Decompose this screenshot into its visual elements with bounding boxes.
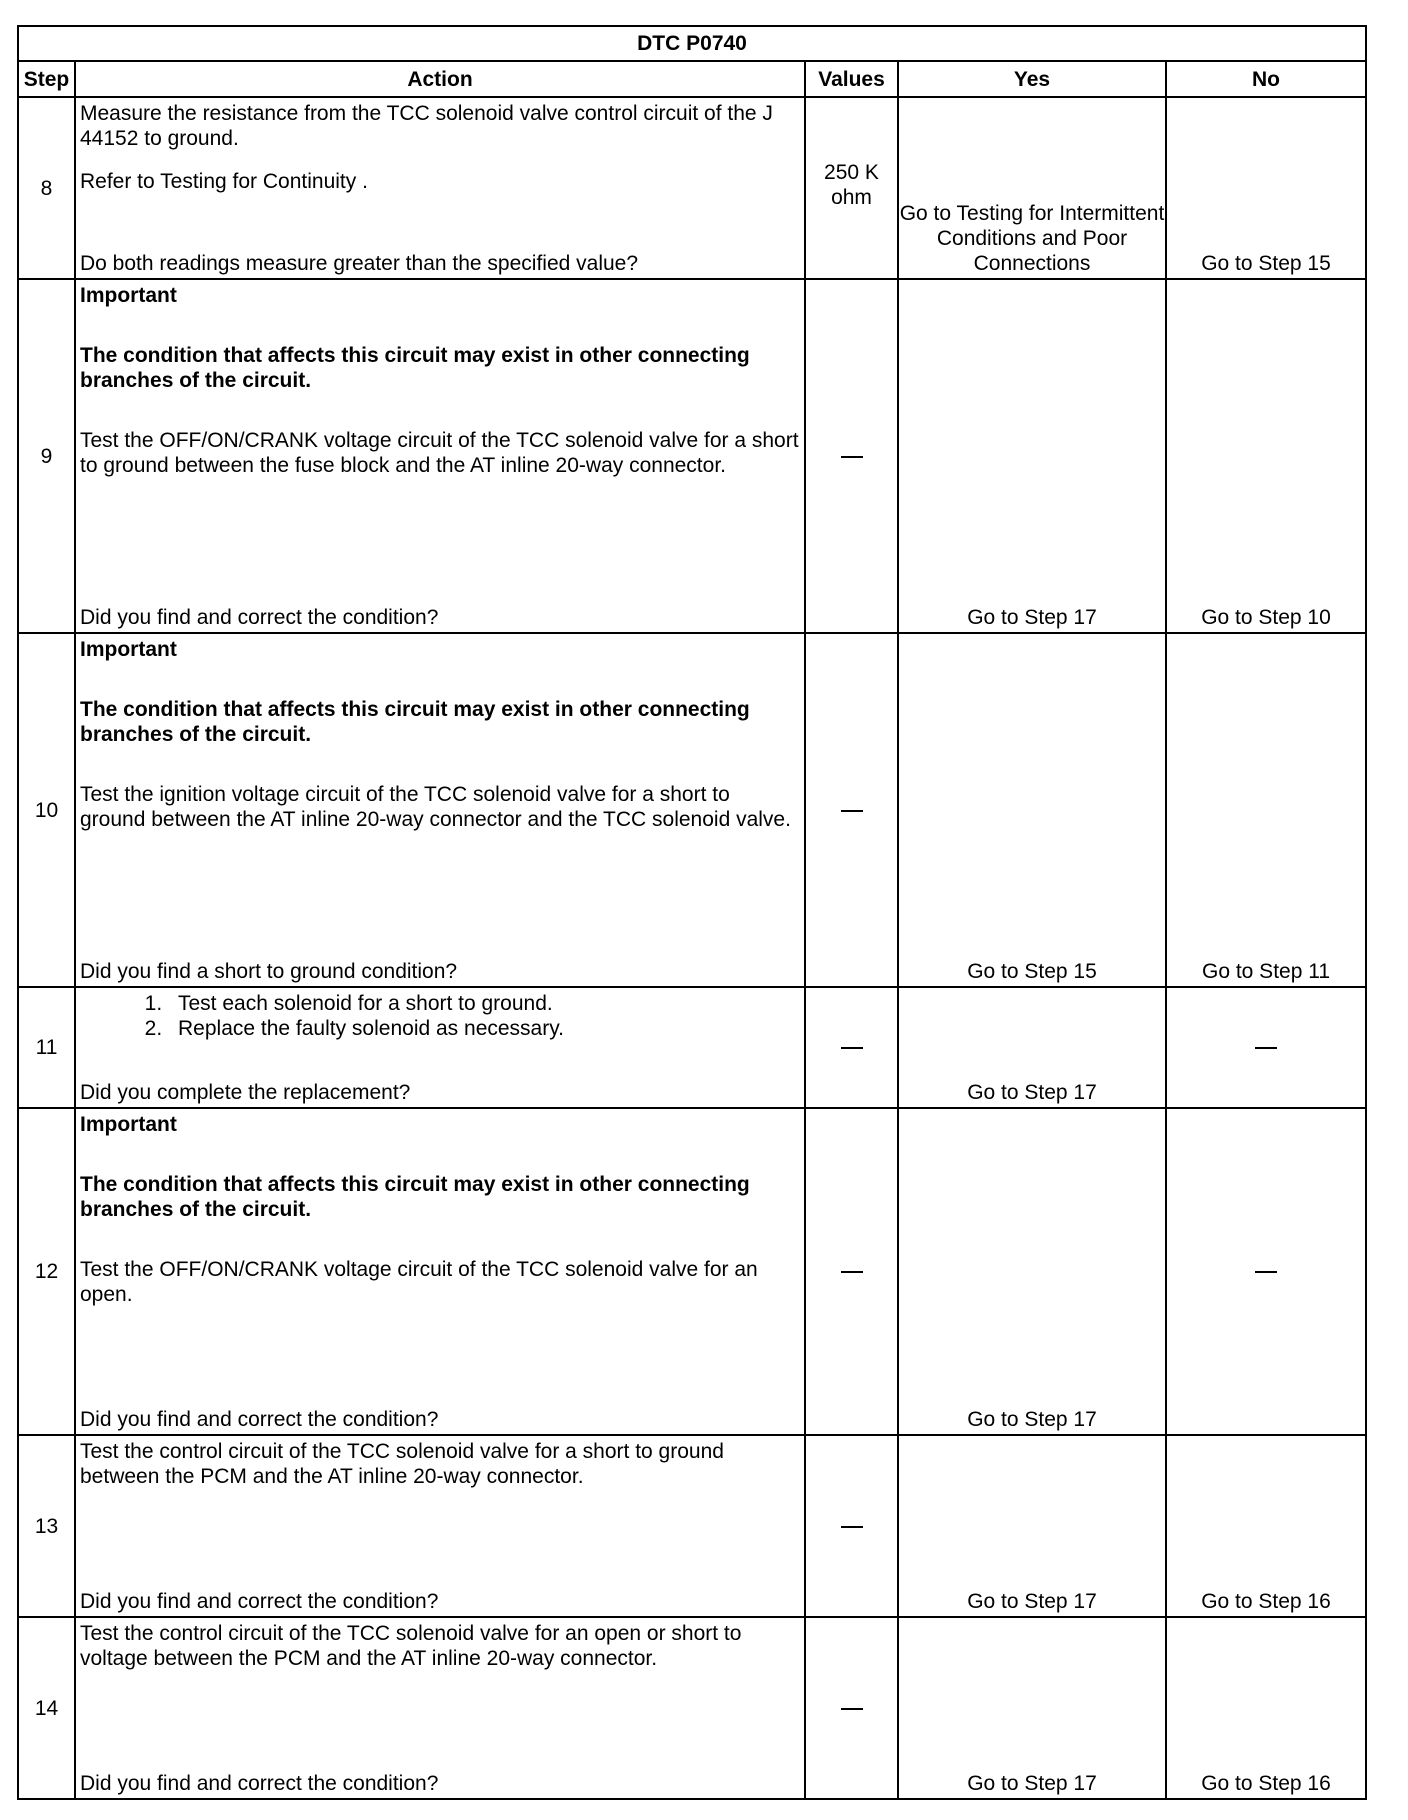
step-number: 11 [18, 987, 75, 1108]
action-cell [75, 97, 805, 279]
yes-cell: Go to Step 17 [898, 1617, 1166, 1799]
dtc-table [17, 25, 1367, 1800]
action-cell [75, 1108, 805, 1435]
list-item: 2. Replace the faulty solenoid as necessary. [168, 1016, 800, 1041]
action-question: Did you complete the replacement? [80, 1081, 411, 1104]
action-reference: Refer to Testing for Continuity . [80, 170, 368, 193]
important-label: Important [80, 284, 177, 307]
action-cell [75, 987, 805, 1108]
step-number: 10 [18, 633, 75, 987]
step-number: 14 [18, 1617, 75, 1799]
yes-cell: Go to Step 17 [898, 1435, 1166, 1617]
dash-icon [841, 810, 863, 812]
no-cell: Go to Step 10 [1166, 279, 1366, 633]
yes-cell: Go to Step 17 [898, 279, 1166, 633]
dash-icon [841, 1047, 863, 1049]
value-cell [805, 279, 898, 633]
table-row [18, 279, 1366, 633]
action-cell [75, 1617, 805, 1799]
dash-icon [841, 1271, 863, 1273]
action-text: Test the control circuit of the TCC solenoid valve for a short to ground between the PCM and the AT inline 20-way connector. [80, 1440, 724, 1488]
value-cell [805, 987, 898, 1108]
no-cell [1166, 987, 1366, 1108]
no-cell: Go to Step 16 [1166, 1617, 1366, 1799]
header-action: Action [75, 61, 805, 97]
no-cell: Go to Step 16 [1166, 1435, 1366, 1617]
value-cell [805, 1108, 898, 1435]
action-text: Measure the resistance from the TCC solenoid valve control circuit of the J 44152 to ground. [80, 102, 773, 150]
action-list [80, 991, 800, 1041]
header-yes: Yes [898, 61, 1166, 97]
yes-cell: Go to Testing for Intermittent Conditions and Poor Connections [898, 97, 1166, 279]
value-cell [805, 1617, 898, 1799]
important-note: The condition that affects this circuit may exist in other connecting branches of the circuit. [80, 344, 750, 392]
value-cell [805, 633, 898, 987]
step-number: 13 [18, 1435, 75, 1617]
dash-icon [841, 456, 863, 458]
header-step: Step [18, 61, 75, 97]
action-text: Test the OFF/ON/CRANK voltage circuit of the TCC solenoid valve for an open. [80, 1258, 758, 1306]
dash-icon [1255, 1271, 1277, 1273]
action-question: Did you find and correct the condition? [80, 1408, 439, 1431]
list-item: 1. Test each solenoid for a short to ground. [168, 991, 800, 1016]
header-values: Values [805, 61, 898, 97]
step-number: 8 [18, 97, 75, 279]
action-cell [75, 633, 805, 987]
no-cell: Go to Step 15 [1166, 97, 1366, 279]
important-label: Important [80, 638, 177, 661]
no-cell [1166, 1108, 1366, 1435]
header-no: No [1166, 61, 1366, 97]
action-cell [75, 279, 805, 633]
action-question: Did you find a short to ground condition? [80, 960, 458, 983]
table-row [18, 1108, 1366, 1435]
yes-cell: Go to Step 17 [898, 987, 1166, 1108]
action-cell [75, 1435, 805, 1617]
table-row [18, 1617, 1366, 1799]
action-question: Did you find and correct the condition? [80, 606, 439, 629]
dash-icon [841, 1708, 863, 1710]
value-cell: 250 K ohm [805, 97, 898, 279]
action-question: Did you find and correct the condition? [80, 1772, 439, 1795]
table-row [18, 97, 1366, 279]
action-text: Test the OFF/ON/CRANK voltage circuit of the TCC solenoid valve for a short to ground between the fuse block and the AT inline 20-way connector. [80, 429, 799, 477]
no-cell: Go to Step 11 [1166, 633, 1366, 987]
value-cell [805, 1435, 898, 1617]
table-row [18, 987, 1366, 1108]
table-row [18, 633, 1366, 987]
important-label: Important [80, 1113, 177, 1136]
action-question: Did you find and correct the condition? [80, 1590, 439, 1613]
important-note: The condition that affects this circuit may exist in other connecting branches of the circuit. [80, 1173, 750, 1221]
table-row [18, 1435, 1366, 1617]
action-text: Test the control circuit of the TCC solenoid valve for an open or short to voltage between the PCM and the AT inline 20-way connector. [80, 1622, 742, 1670]
dash-icon [841, 1526, 863, 1528]
step-number: 12 [18, 1108, 75, 1435]
action-question: Do both readings measure greater than the specified value? [80, 252, 639, 275]
dash-icon [1255, 1047, 1277, 1049]
yes-cell: Go to Step 15 [898, 633, 1166, 987]
step-number: 9 [18, 279, 75, 633]
action-text: Test the ignition voltage circuit of the TCC solenoid valve for a short to ground between the AT inline 20-way connector and the TCC solenoid valve. [80, 783, 791, 831]
important-note: The condition that affects this circuit may exist in other connecting branches of the circuit. [80, 698, 750, 746]
yes-cell: Go to Step 17 [898, 1108, 1166, 1435]
table-title: DTC P0740 [18, 26, 1366, 61]
